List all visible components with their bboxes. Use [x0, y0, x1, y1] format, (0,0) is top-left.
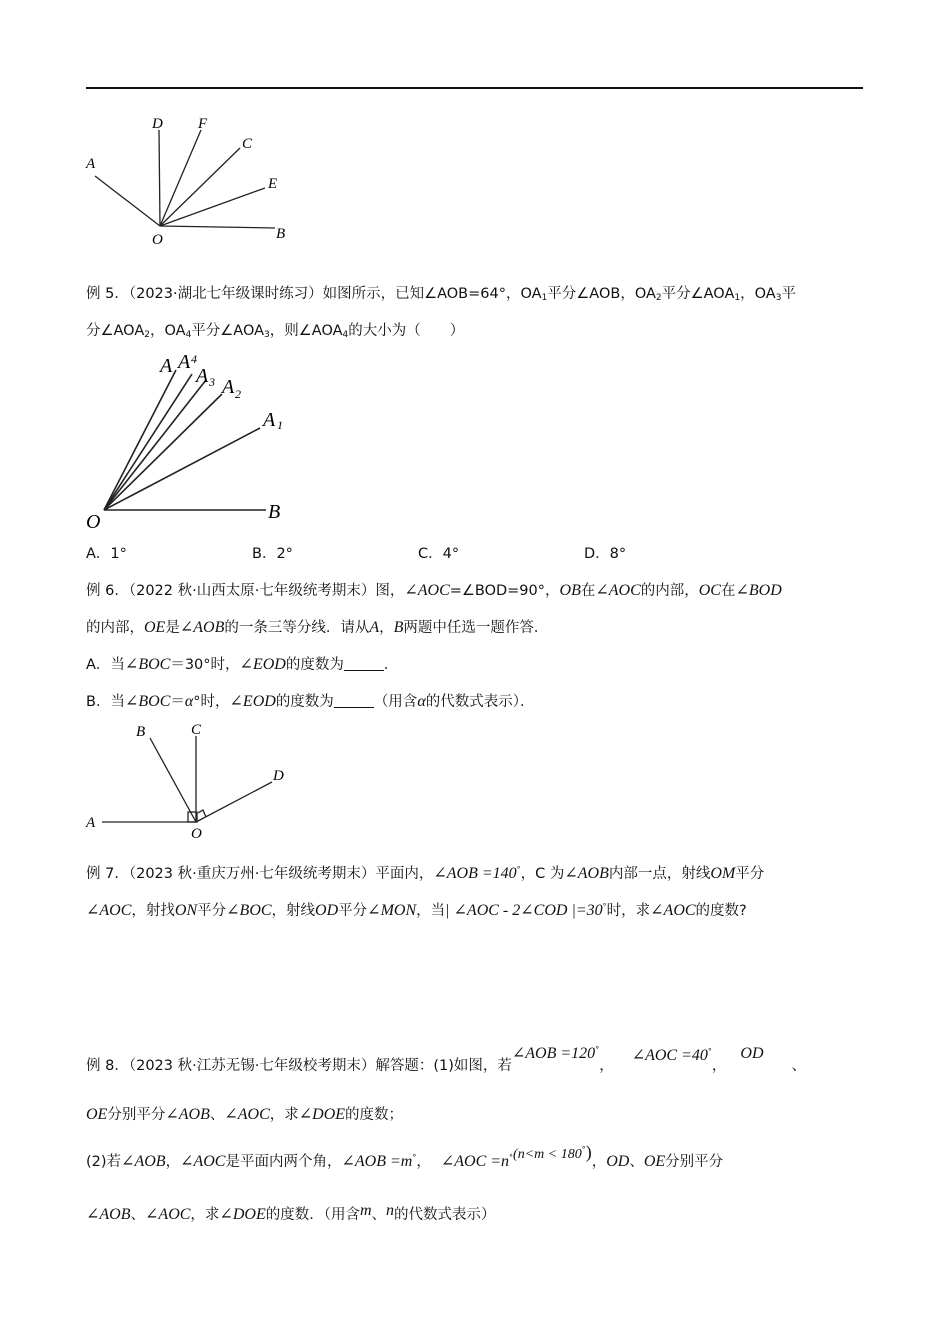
fig2-label-a: A — [160, 355, 173, 377]
ex6-line-b: B．当∠BOC＝α°时，∠EOD的度数为 （用含α的代数式表示）． — [86, 693, 535, 710]
fig3-label-d: D — [273, 768, 284, 784]
fig2-label-a2: A — [222, 376, 235, 398]
fig3-label-o: O — [191, 826, 202, 842]
fig1-label-e: E — [268, 176, 278, 192]
header-rule — [86, 87, 863, 89]
fig1-label-b: B — [276, 226, 286, 242]
ex8-line3: (2)若∠AOB，∠AOC是平面内两个角，∠AOB =m°， ∠AOC =n°(n<m < 180°)，OD、OE分别平分 — [86, 1142, 724, 1170]
ex5-option-b[interactable]: B．2° — [252, 546, 293, 562]
ex5-line1: 例 5．（2023·湖北七年级课时练习）如图所示，已知∠AOB=64°，$OA_1$平分∠AOB，$OA_2$平分$\angle AOA_1$，$OA_3$平 — [86, 286, 796, 303]
fig1-label-o: O — [152, 232, 163, 248]
answer-blank-a[interactable] — [344, 656, 384, 671]
fig2-label-b: B — [268, 501, 281, 523]
fig2-label-a1: A — [263, 409, 276, 431]
fig3-label-b: B — [136, 724, 146, 740]
fig2-label-a3: A — [196, 365, 209, 387]
fig1-label-a: A — [86, 156, 96, 172]
figure-rays-dfce — [80, 108, 300, 248]
ex6-line1: 例 6．（2022 秋·山西太原·七年级统考期末）图，∠AOC=∠BOD=90°，OB在∠AOC的内部，OC在∠BOD — [86, 582, 782, 599]
fig2-label-a3-sub: 3 — [209, 375, 215, 389]
fig1-label-c: C — [242, 136, 253, 152]
fig2-label-a2-sub: 2 — [235, 387, 241, 401]
ex8-line1: 例 8．（2023 秋·江苏无锡·七年级校考期末）解答题：(1)如图，若∠AOB =120°，∠AOC =40°，OD、 — [86, 1045, 806, 1074]
ex6-line2: 的内部，OE是∠AOB的一条三等分线．请从A，B两题中任选一题作答． — [86, 619, 549, 636]
fig2-label-a4: A — [178, 351, 191, 373]
ex8-line2: OE分别平分∠AOB、∠AOC，求∠DOE的度数； — [86, 1106, 404, 1123]
ex6-line-a: A．当∠BOC＝30°时，∠EOD的度数为 ． — [86, 656, 399, 673]
fig2-label-o: O — [86, 511, 101, 533]
ex7-line2: ∠AOC，射找ON平分∠BOC，射线OD平分∠MON，当| ∠AOC - 2∠COD |=30°时，求∠AOC的度数? — [86, 902, 747, 919]
ex5-option-d[interactable]: D．8° — [584, 546, 627, 562]
fig2-label-a4-sub: 4 — [191, 352, 197, 366]
figure-right-angles — [80, 718, 300, 843]
fig1-label-d: D — [152, 116, 163, 132]
fig3-label-a: A — [86, 815, 96, 831]
answer-blank-b[interactable] — [334, 693, 374, 708]
fig3-label-c: C — [191, 722, 202, 738]
ex5-line2: 分$\angle AOA_2$，$OA_4$平分$\angle AOA_3$，则$\angle AOA_4$的大小为（ ） — [86, 323, 465, 340]
fig1-label-f: F — [198, 116, 208, 132]
ex7-line1: 例 7．（2023 秋·重庆万州·七年级统考期末）平面内，∠AOB =140°，C 为∠AOB内部一点，射线OM平分 — [86, 865, 765, 882]
ex8-line4: ∠AOB、∠AOC，求∠DOE的度数．（用含m、n的代数式表示） — [86, 1202, 496, 1223]
figure-bisectors — [80, 348, 300, 533]
ex5-option-a[interactable]: A．1° — [86, 546, 127, 562]
ex5-option-c[interactable]: C．4° — [418, 546, 460, 562]
fig2-label-a1-sub: 1 — [277, 418, 283, 432]
